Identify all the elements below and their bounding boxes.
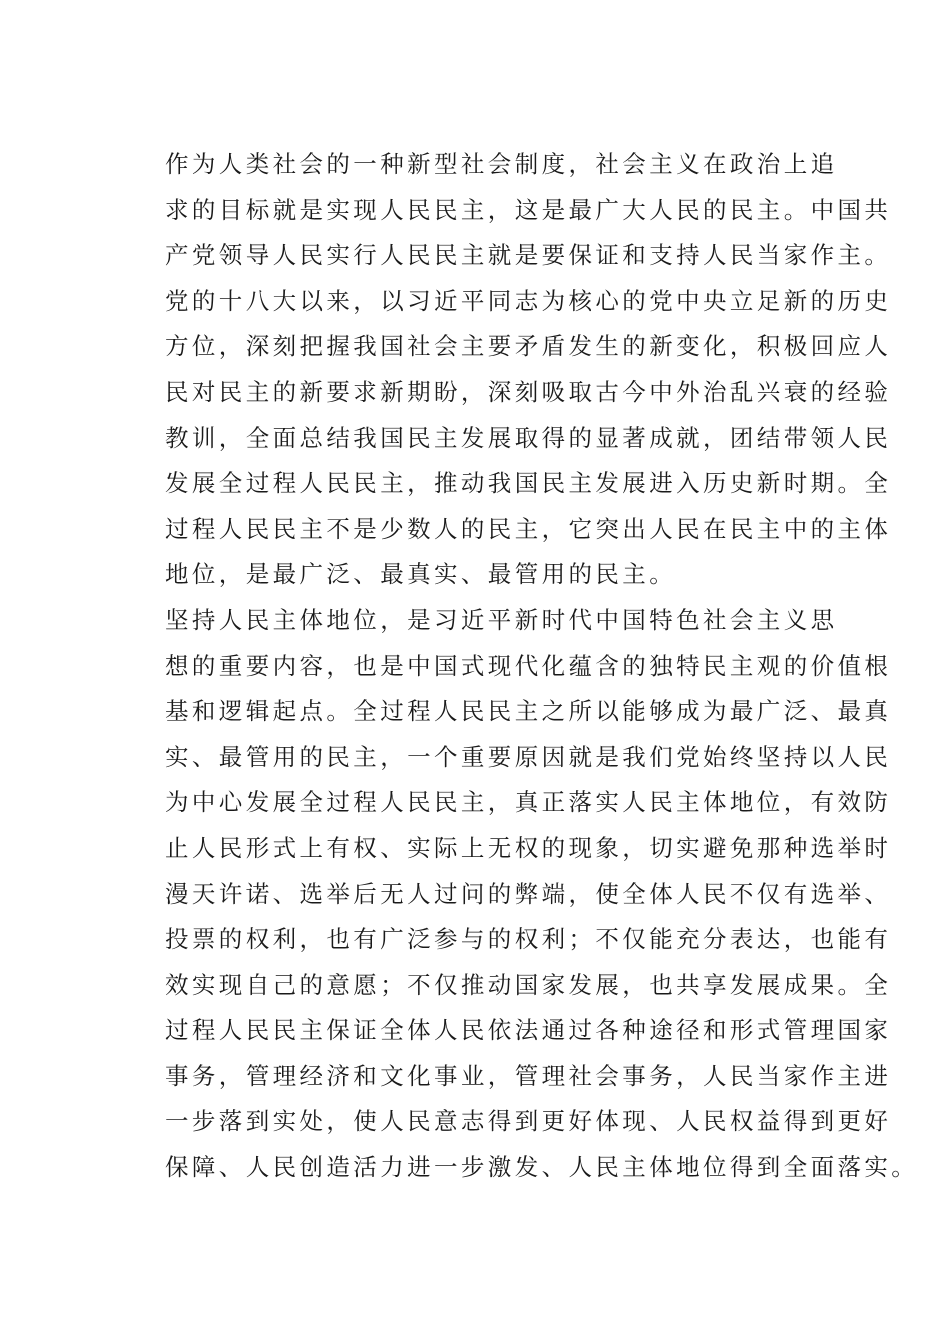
paragraph-line: 基和逻辑起点。全过程人民民主之所以能够成为最广泛、最真 xyxy=(165,697,892,726)
paragraph-line: 投票的权利，也有广泛参与的权利；不仅能充分表达，也能有 xyxy=(165,925,892,954)
paragraph-line: 一步落到实处，使人民意志得到更好体现、人民权益得到更好 xyxy=(165,1107,892,1136)
document-body xyxy=(118,142,919,1191)
paragraph-line: 效实现自己的意愿；不仅推动国家发展，也共享发展成果。全 xyxy=(165,970,892,999)
paragraph-line: 想的重要内容，也是中国式现代化蕴含的独特民主观的价值根 xyxy=(165,651,892,680)
paragraph-line: 方位，深刻把握我国社会主要矛盾发生的新变化，积极回应人 xyxy=(165,332,892,361)
paragraph-line: 保障、人民创造活力进一步激发、人民主体地位得到全面落实。 xyxy=(165,1153,919,1182)
paragraph-line: 过程人民民主不是少数人的民主，它突出人民在民主中的主体 xyxy=(165,514,892,543)
paragraph-line: 止人民形式上有权、实际上无权的现象，切实避免那种选举时 xyxy=(165,833,892,862)
paragraph-line: 实、最管用的民主，一个重要原因就是我们党始终坚持以人民 xyxy=(165,742,892,771)
paragraph-line: 党的十八大以来，以习近平同志为核心的党中央立足新的历史 xyxy=(165,286,892,315)
paragraph-line: 过程人民民主保证全体人民依法通过各种途径和形式管理国家 xyxy=(165,1016,892,1045)
paragraph-line: 产党领导人民实行人民民主就是要保证和支持人民当家作主。 xyxy=(165,241,892,270)
paragraph-2 xyxy=(118,598,919,1191)
paragraph-line: 发展全过程人民民主，推动我国民主发展进入历史新时期。全 xyxy=(165,469,892,498)
paragraph-1 xyxy=(118,142,892,598)
paragraph-line: 作为人类社会的一种新型社会制度，社会主义在政治上追 xyxy=(165,150,838,178)
paragraph-line: 民对民主的新要求新期盼，深刻吸取古今中外治乱兴衰的经验 xyxy=(165,377,892,406)
paragraph-line: 求的目标就是实现人民民主，这是最广大人民的民主。中国共 xyxy=(165,195,892,224)
paragraph-line: 地位，是最广泛、最真实、最管用的民主。 xyxy=(165,560,677,589)
paragraph-line: 坚持人民主体地位，是习近平新时代中国特色社会主义思 xyxy=(165,605,838,634)
paragraph-line: 教训，全面总结我国民主发展取得的显著成就，团结带领人民 xyxy=(165,423,892,452)
paragraph-line: 事务，管理经济和文化事业，管理社会事务，人民当家作主进 xyxy=(165,1061,892,1090)
paragraph-line: 为中心发展全过程人民民主，真正落实人民主体地位，有效防 xyxy=(165,788,892,817)
paragraph-line: 漫天许诺、选举后无人过问的弊端，使全体人民不仅有选举、 xyxy=(165,879,892,908)
